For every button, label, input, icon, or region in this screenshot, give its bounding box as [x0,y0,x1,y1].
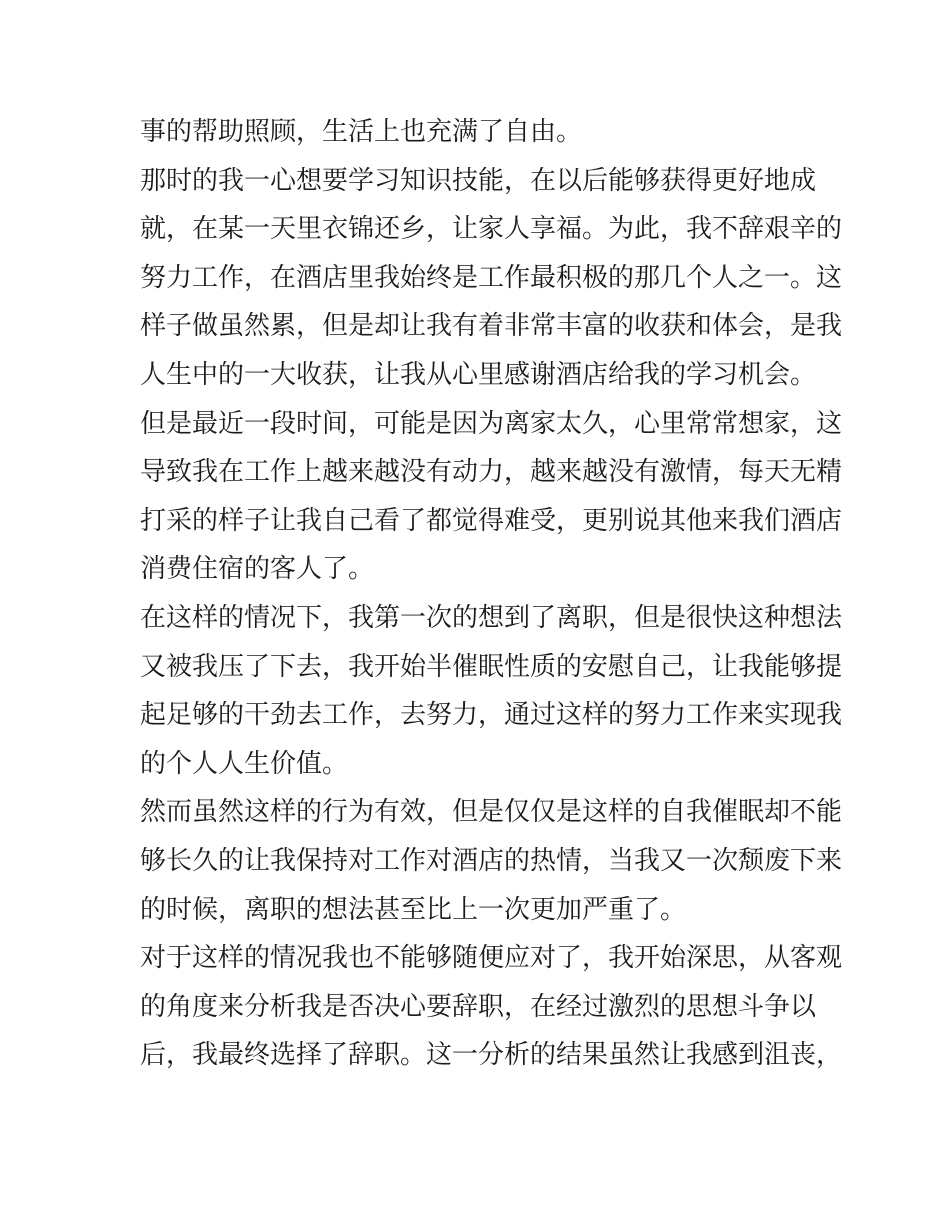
text-line: 然而虽然这样的行为有效，但是仅仅是这样的自我催眠却不能 [140,797,843,828]
text-line: 在这样的情况下，我第一次的想到了离职，但是很快这种想法 [140,602,843,633]
text-line: 但是最近一段时间，可能是因为离家太久，心里常常想家，这 [140,408,843,439]
text-line: 就，在某一天里衣锦还乡，让家人享福。为此，我不辞艰辛的 [140,214,843,245]
text-line: 的角度来分析我是否决心要辞职，在经过激烈的思想斗争以 [140,991,817,1022]
text-line: 努力工作，在酒店里我始终是工作最积极的那几个人之一。这 [140,262,843,293]
text-line: 的个人人生价值。 [140,748,349,779]
text-line: 够长久的让我保持对工作对酒店的热情，当我又一次颓废下来 [140,845,843,876]
text-line: 人生中的一大收获，让我从心里感谢酒店给我的学习机会。 [140,359,817,390]
text-line: 样子做虽然累，但是却让我有着非常丰富的收获和体会，是我 [140,311,843,342]
text-line: 那时的我一心想要学习知识技能，在以后能够获得更好地成 [140,165,817,196]
text-line: 打采的样子让我自己看了都觉得难受，更别说其他来我们酒店 [140,505,843,536]
text-line: 又被我压了下去，我开始半催眠性质的安慰自己，让我能够提 [140,651,843,682]
text-line: 导致我在工作上越来越没有动力，越来越没有激情，每天无精 [140,457,843,488]
body-text [140,108,843,1080]
text-line: 事的帮助照顾，生活上也充满了自由。 [140,117,583,147]
text-line: 的时候，离职的想法甚至比上一次更加严重了。 [140,894,687,925]
text-line: 后，我最终选择了辞职。这一分析的结果虽然让我感到沮丧， [140,1040,843,1071]
text-line: 消费住宿的客人了。 [140,554,375,585]
text-line: 起足够的干劲去工作，去努力，通过这样的努力工作来实现我 [140,700,843,731]
text-line: 对于这样的情况我也不能够随便应对了，我开始深思，从客观 [140,943,843,974]
